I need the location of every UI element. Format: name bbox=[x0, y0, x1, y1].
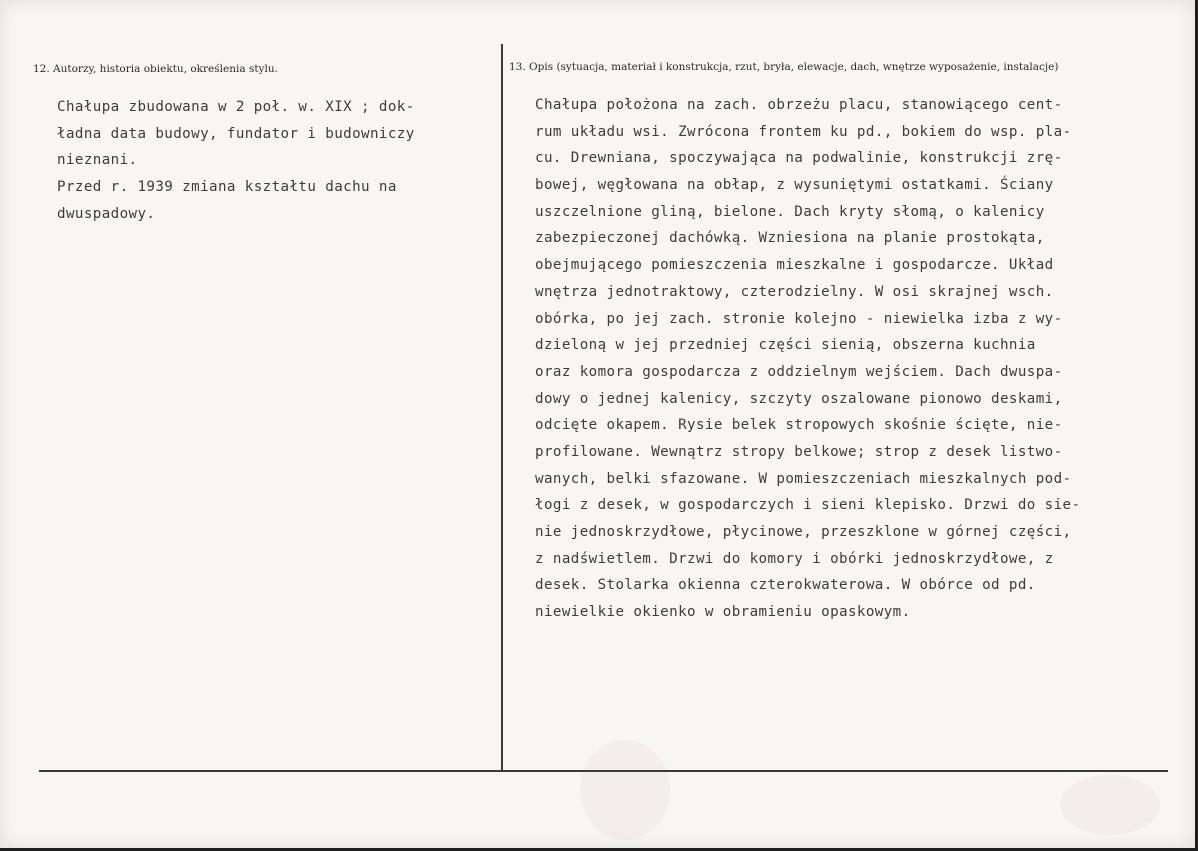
text-line: z nadświetlem. Drzwi do komory i obórki jednoskrzydłowe, z bbox=[535, 550, 1054, 567]
text-line: obejmującego pomieszczenia mieszkalne i gospodarcze. Układ bbox=[535, 257, 1054, 274]
text-line: Przed r. 1939 zmiana kształtu dachu na bbox=[57, 179, 397, 196]
bottom-rule bbox=[39, 770, 1168, 772]
paper-smudge bbox=[580, 740, 670, 840]
section-12-heading: 12. Autorzy, historia obiektu, określenia stylu. bbox=[33, 63, 278, 75]
text-line: profilowane. Wewnątrz stropy belkowe; strop z desek listwo- bbox=[535, 443, 1063, 460]
text-line: nieznani. bbox=[57, 152, 138, 169]
text-line: Chałupa położona na zach. obrzeżu placu, stanowiącego cent- bbox=[535, 97, 1063, 113]
text-line: odcięte okapem. Rysie belek stropowych skośnie ścięte, nie- bbox=[535, 417, 1063, 434]
text-line: dzieloną w jej przedniej części sienią, obszerna kuchnia bbox=[535, 337, 1036, 354]
paper-smudge bbox=[1060, 775, 1160, 835]
text-line: zabezpieczonej dachówką. Wzniesiona na planie prostokąta, bbox=[535, 230, 1045, 247]
text-line: łogi z desek, w gospodarczych i sieni klepisko. Drzwi do sie- bbox=[535, 497, 1081, 514]
text-line: Chałupa zbudowana w 2 poł. w. XIX ; dok- bbox=[57, 99, 415, 115]
text-line: wanych, belki sfazowane. W pomieszczeniach mieszkalnych pod- bbox=[535, 470, 1072, 487]
section-12-body bbox=[57, 94, 415, 227]
text-line: cu. Drewniana, spoczywająca na podwalinie, konstrukcji zrę- bbox=[535, 150, 1063, 167]
text-line: bowej, węgłowana na obłap, z wysuniętymi ostatkami. Ściany bbox=[535, 177, 1054, 194]
text-line: nie jednoskrzydłowe, płycinowe, przeszklone w górnej części, bbox=[535, 524, 1072, 540]
text-line: uszczelnione gliną, bielone. Dach kryty słomą, o kalenicy bbox=[535, 203, 1045, 220]
text-line: ładna data budowy, fundator i budowniczy bbox=[57, 125, 415, 142]
text-line: niewielkie okienko w obramieniu opaskowym. bbox=[535, 604, 911, 621]
text-line: obórka, po jej zach. stronie kolejno - niewielka izba z wy- bbox=[535, 310, 1063, 327]
text-line: dwuspadowy. bbox=[57, 205, 156, 222]
text-line: oraz komora gospodarcza z oddzielnym wejściem. Dach dwuspa- bbox=[535, 363, 1063, 380]
text-line: dowy o jednej kalenicy, szczyty oszalowane pionowo deskami, bbox=[535, 390, 1063, 407]
section-13-heading: 13. Opis (sytuacja, materiał i konstrukcja, rzut, bryła, elewacje, dach, wnętrze wyposażenie, instalacje) bbox=[509, 61, 1059, 73]
column-divider bbox=[501, 44, 503, 770]
text-line: rum układu wsi. Zwrócona frontem ku pd., bokiem do wsp. pla- bbox=[535, 123, 1072, 140]
text-line: desek. Stolarka okienna czterokwaterowa. W obórce od pd. bbox=[535, 577, 1036, 594]
text-line: wnętrza jednotraktowy, czterodzielny. W osi skrajnej wsch. bbox=[535, 283, 1054, 300]
section-13-body bbox=[535, 92, 1080, 626]
